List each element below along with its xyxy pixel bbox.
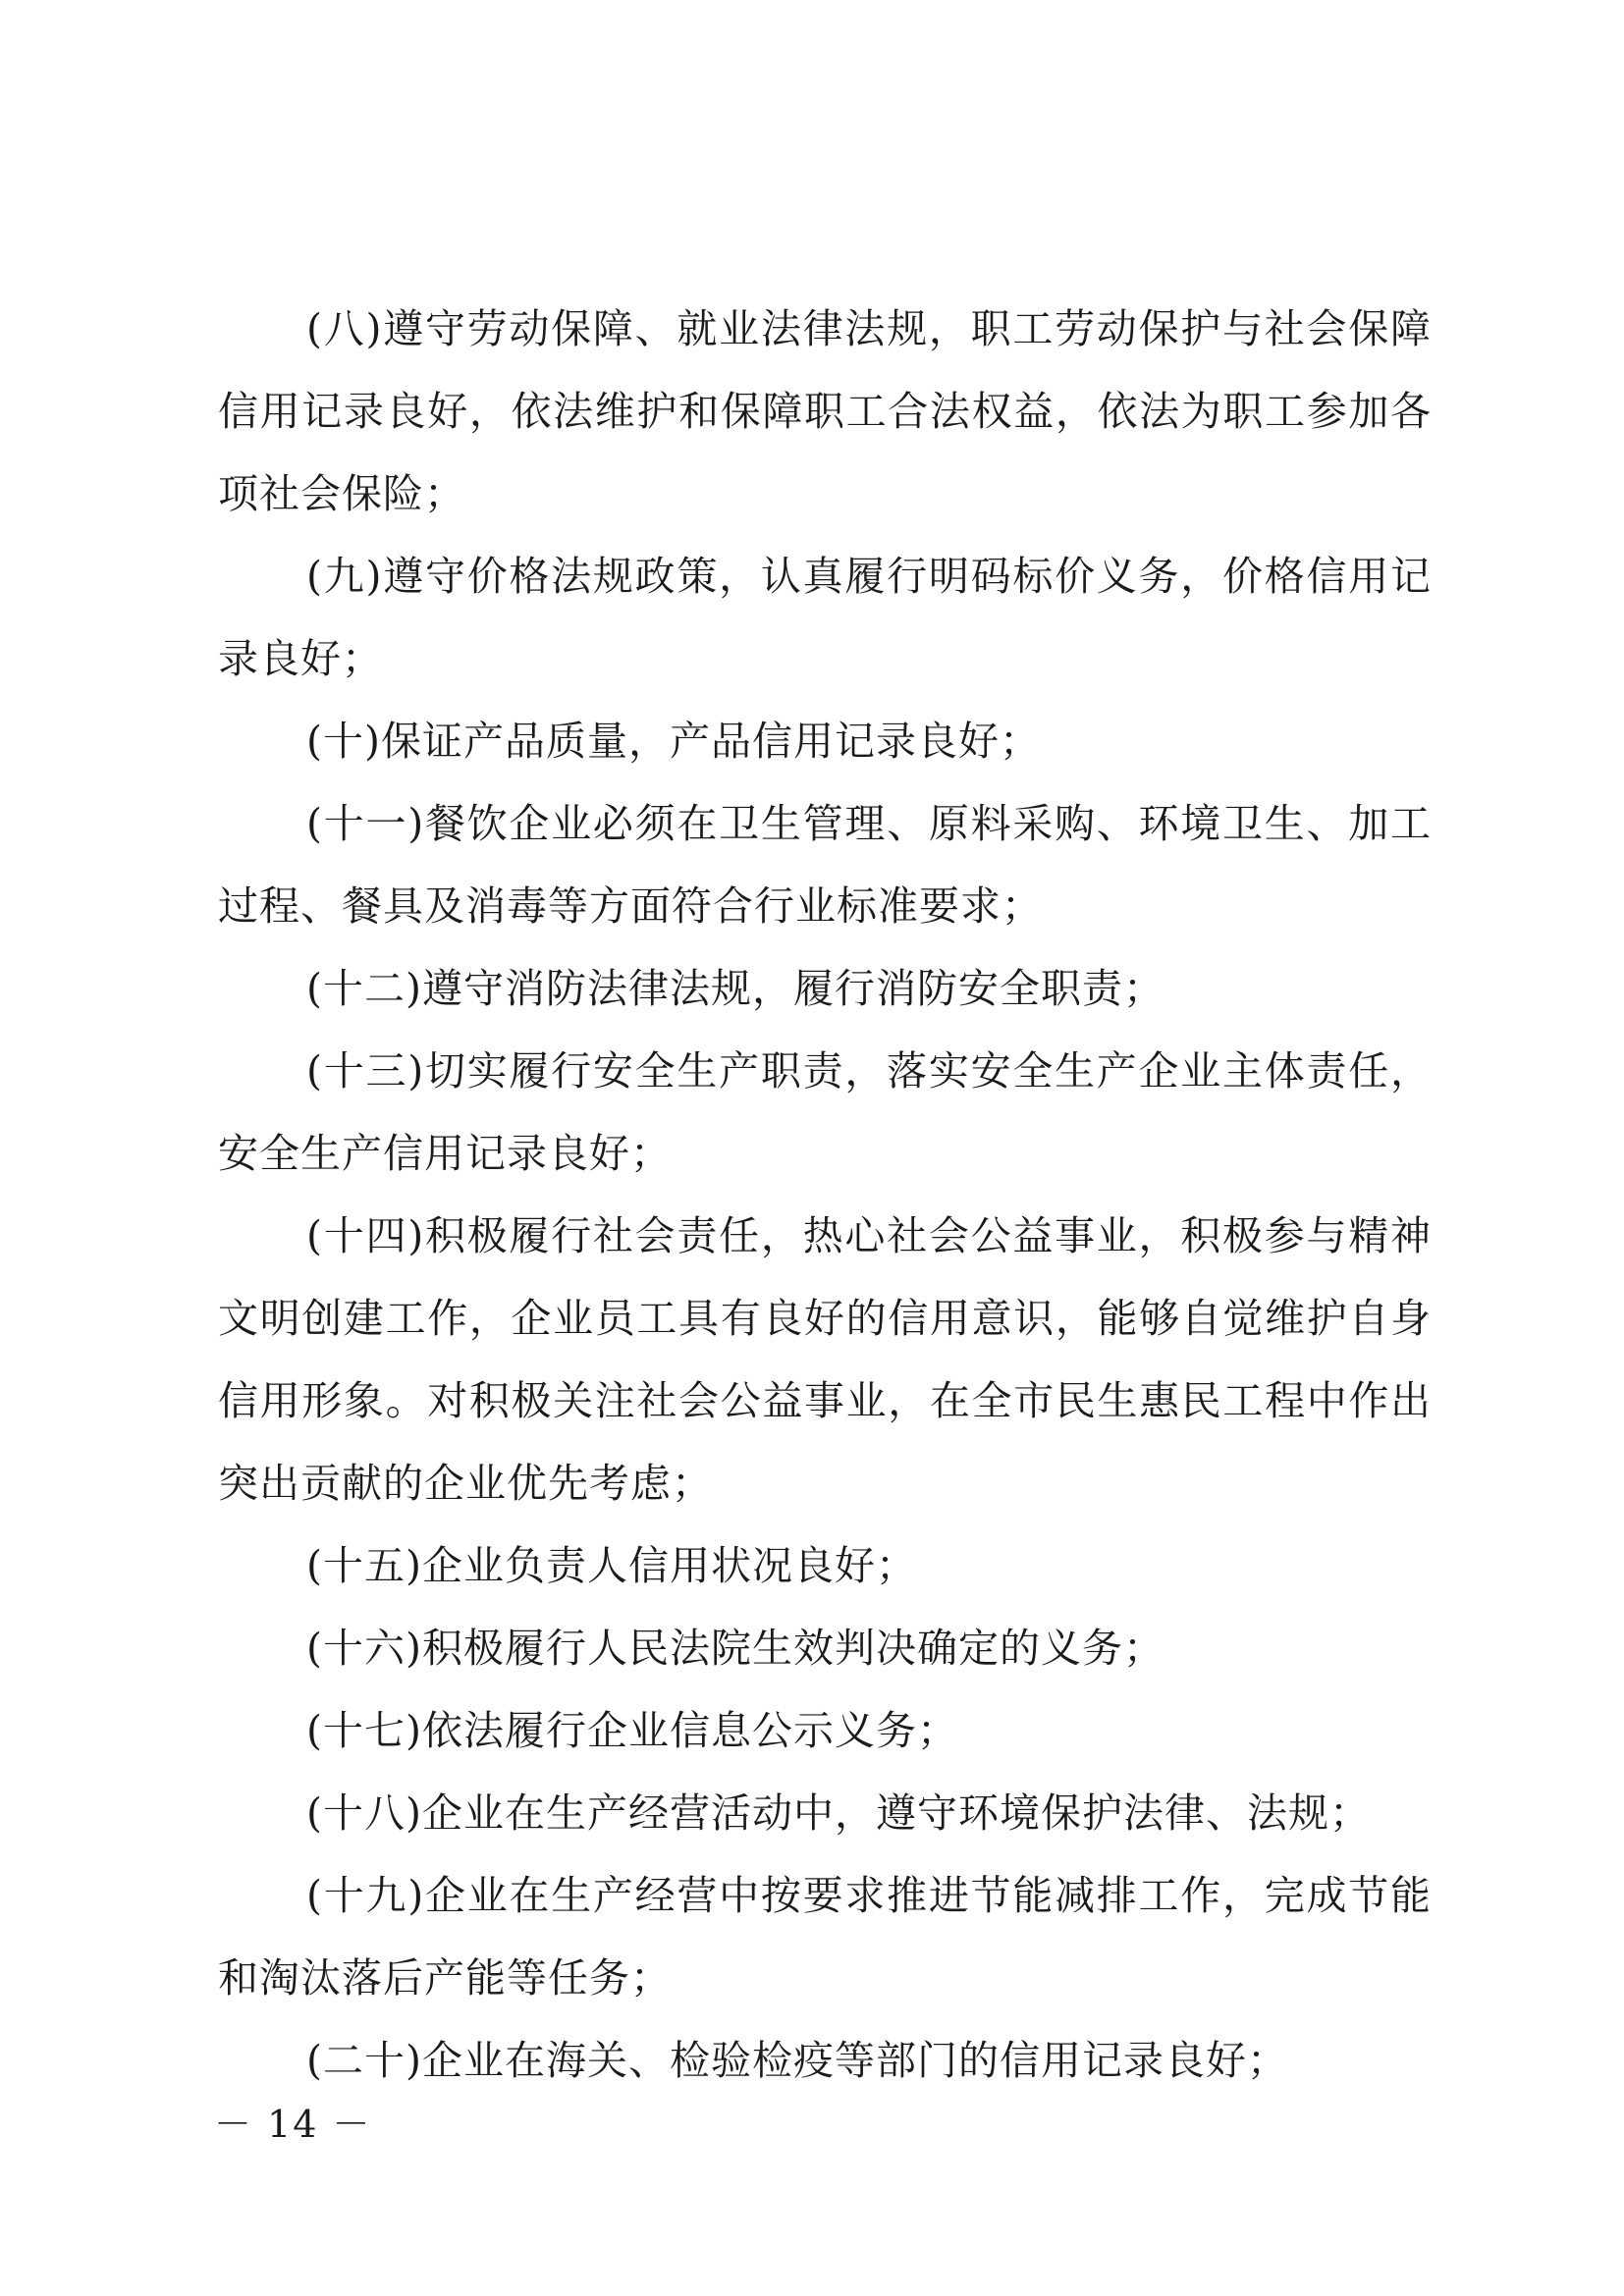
paragraph-item-17: (十七)依法履行企业信息公示义务； bbox=[306, 1707, 958, 1754]
paragraph-item-14: (十四)积极履行社会责任，热心社会公益事业，积极参与精神文明创建工作，企业员工具有良好的信用意识，能够自觉维护自身信用形象。对积极关注社会公益事业，在全市民生惠民工程中作出突出贡献的企业优先考虑； bbox=[218, 1212, 1432, 1507]
paragraph-item-18: (十八)企业在生产经营活动中，遵守环境保护法律、法规； bbox=[306, 1789, 1371, 1837]
paragraph-item-20: (二十)企业在海关、检验检疫等部门的信用记录良好； bbox=[306, 2037, 1288, 2084]
paragraph-item-15: (十五)企业负责人信用状况良好； bbox=[306, 1542, 917, 1589]
paragraph-item-10: (十)保证产品质量，产品信用记录良好； bbox=[306, 718, 1041, 765]
page-number: － 14 － bbox=[214, 2103, 372, 2146]
paragraph-item-8: (八)遵守劳动保障、就业法律法规，职工劳动保护与社会保障信用记录良好，依法维护和保障职工合法权益，依法为职工参加各项社会保险； bbox=[218, 305, 1432, 517]
paragraph-item-16: (十六)积极履行人民法院生效判决确定的义务； bbox=[306, 1625, 1164, 1672]
paragraph-item-9: (九)遵守价格法规政策，认真履行明码标价义务，价格信用记录良好； bbox=[218, 553, 1432, 682]
document-body bbox=[218, 288, 1432, 2102]
paragraph-item-12: (十二)遵守消防法律法规，履行消防安全职责； bbox=[306, 965, 1164, 1012]
paragraph-item-19: (十九)企业在生产经营中按要求推进节能减排工作，完成节能和淘汰落后产能等任务； bbox=[218, 1872, 1432, 2002]
paragraph-item-11: (十一)餐饮企业必须在卫生管理、原料采购、环境卫生、加工过程、餐具及消毒等方面符合行业标准要求； bbox=[218, 800, 1432, 930]
paragraph-item-13: (十三)切实履行安全生产职责，落实安全生产企业主体责任，安全生产信用记录良好； bbox=[218, 1047, 1432, 1177]
